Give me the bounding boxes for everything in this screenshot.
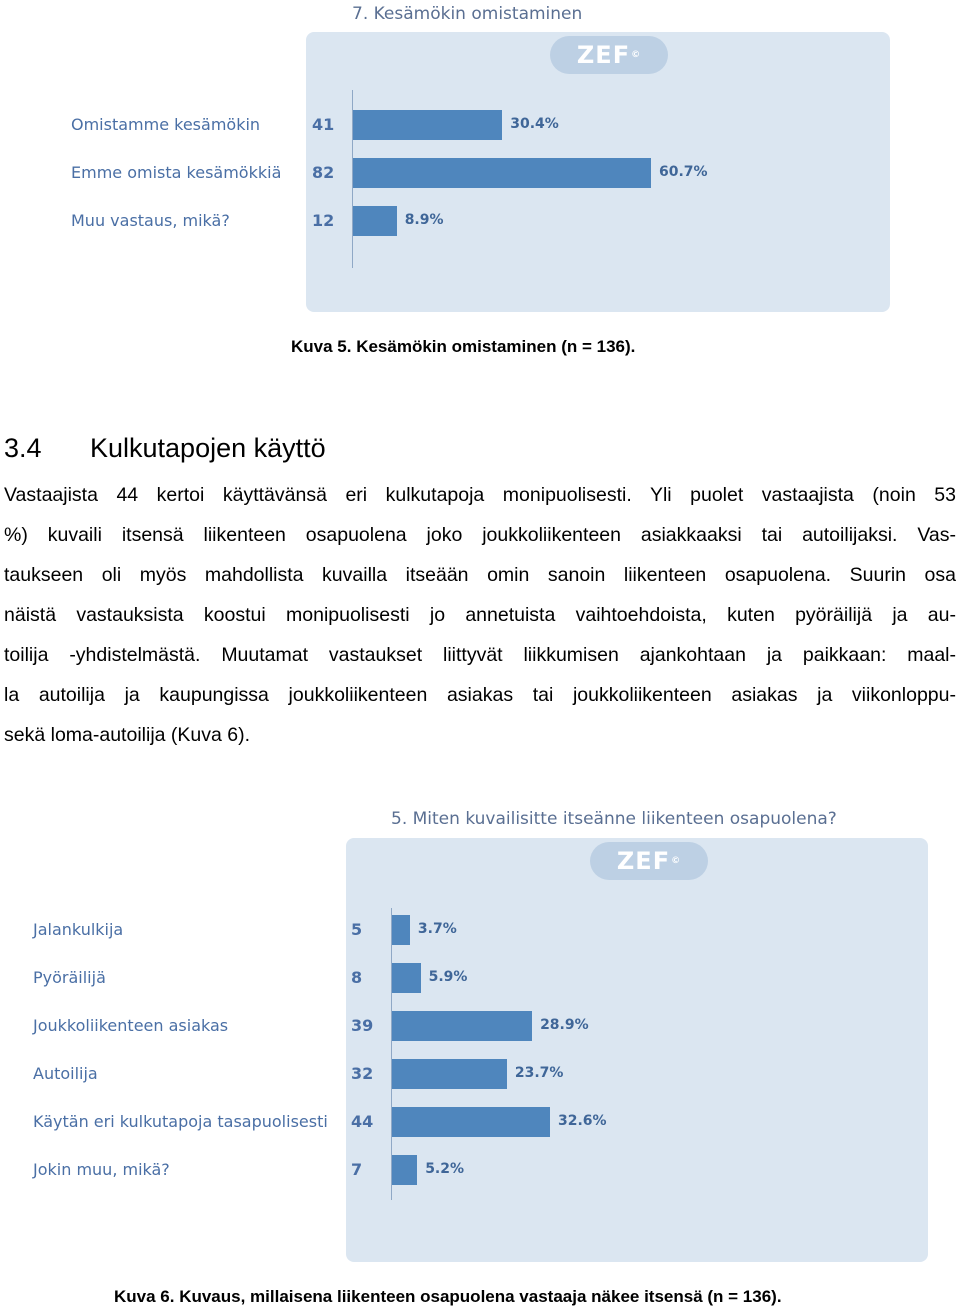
percent-label: 30.4% [510, 116, 559, 132]
chart-title: 5. Miten kuvailisitte itseänne liikenteen osapuolena? [391, 809, 837, 829]
zef-logo [550, 36, 668, 74]
section-number: 3.4 [4, 433, 42, 463]
category-label: Pyöräilijä [33, 968, 106, 987]
category-label: Jalankulkija [33, 920, 124, 939]
percent-label: 8.9% [404, 212, 444, 228]
count-label: 41 [312, 115, 335, 134]
count-label: 5 [351, 920, 363, 939]
count-label: 82 [312, 163, 335, 182]
bar [392, 1155, 417, 1185]
count-label: 7 [351, 1160, 363, 1179]
category-label: Autoilija [33, 1064, 98, 1083]
zef-logo [590, 842, 708, 880]
category-label: Emme omista kesämökkiä [71, 163, 282, 182]
paragraph-line: näistä vastauksista koostui monipuolisesti jo annetuista vaihtoehdoista, kuten pyöräilijä ja au- [4, 604, 956, 626]
chart-kesamokki [0, 0, 960, 320]
chart-liikenteen-osapuoli [0, 800, 960, 1270]
count-label: 12 [312, 211, 335, 230]
paragraph-line: la autoilija ja kaupungissa joukkoliikenteen asiakas tai joukkoliikenteen asiakas ja viikonloppu- [4, 684, 956, 706]
zef-logo-mark: © [671, 856, 682, 866]
paragraph-line: taukseen oli myös mahdollista kuvailla itseään omin sanoin liikenteen osapuolena. Suurin osa [4, 564, 956, 586]
zef-logo-text: ZEF [616, 847, 671, 875]
percent-label: 3.7% [417, 921, 457, 937]
count-label: 32 [351, 1064, 374, 1083]
bar [392, 1059, 507, 1089]
bar [353, 158, 651, 188]
chart-panel [346, 838, 928, 1262]
category-label: Omistamme kesämökin [71, 115, 261, 134]
figure-caption: Kuva 5. Kesämökin omistaminen (n = 136). [291, 337, 636, 356]
percent-label: 28.9% [540, 1017, 589, 1033]
figure-caption: Kuva 6. Kuvaus, millaisena liikenteen osapuolena vastaaja näkee itsensä (n = 136). [114, 1287, 782, 1306]
zef-logo-mark: © [631, 50, 642, 60]
percent-label: 32.6% [558, 1113, 607, 1129]
category-label: Joukkoliikenteen asiakas [33, 1016, 229, 1035]
category-label: Muu vastaus, mikä? [71, 211, 230, 230]
percent-label: 23.7% [514, 1065, 564, 1081]
count-label: 39 [351, 1016, 374, 1035]
percent-label: 60.7% [659, 164, 708, 180]
count-label: 44 [351, 1112, 374, 1131]
bar [353, 110, 502, 140]
category-label: Jokin muu, mikä? [33, 1160, 170, 1179]
zef-logo-text: ZEF [576, 41, 631, 69]
percent-label: 5.9% [428, 969, 468, 985]
paragraph-line: %) kuvaili itsensä liikenteen osapuolena joko joukkoliikenteen asiakkaaksi tai autoilijaksi. Vas- [4, 524, 956, 546]
category-label: Käytän eri kulkutapoja tasapuolisesti [33, 1112, 328, 1131]
bar [392, 963, 421, 993]
paragraph-line: toilija -yhdistelmästä. Muutamat vastaukset liittyvät liikkumisen ajankohtaan ja paikkaan: maal- [4, 644, 956, 666]
paragraph-line: sekä loma-autoilija (Kuva 6). [4, 724, 251, 746]
count-label: 8 [351, 968, 363, 987]
bar [353, 206, 397, 236]
bar [392, 1107, 550, 1137]
bar [392, 915, 410, 945]
paragraph-line: Vastaajista 44 kertoi käyttävänsä eri kulkutapoja monipuolisesti. Yli puolet vastaajista (noin 53 [4, 484, 956, 506]
bar [392, 1011, 532, 1041]
section-title: Kulkutapojen käyttö [90, 433, 326, 463]
chart-title: 7. Kesämökin omistaminen [352, 4, 583, 24]
percent-label: 5.2% [425, 1161, 465, 1177]
section-heading [4, 433, 326, 464]
